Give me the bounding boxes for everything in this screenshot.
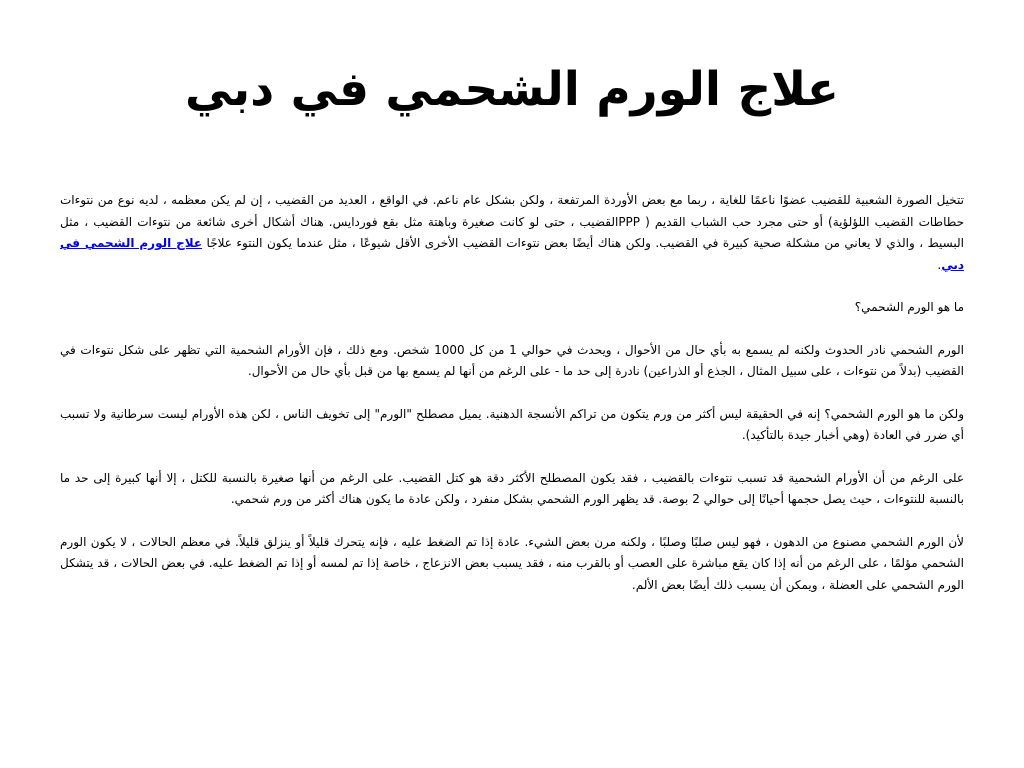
section-heading: ما هو الورم الشحمي؟ (854, 300, 964, 314)
paragraph-definition: ولكن ما هو الورم الشحمي؟ إنه في الحقيقة ليس أكثر من ورم يتكون من تراكم الأنسجة الدهنية. يميل مصطلح "الورم" إلى تخويف الناس ، لكن هذه الأورام ليست سرطانية ولا تسبب أي ضرر في العادة (وهي أخبار جيدة بالتأكيد). (60, 406, 964, 442)
paragraph-intro-end: . (937, 257, 942, 272)
lipoma-treatment-link[interactable]: علاج الورم الشحمي في دبي (60, 236, 964, 272)
paragraph-prevalence: الورم الشحمي نادر الحدوث ولكنه لم يسمع به بأي حال من الأحوال ، ويحدث في حوالي 1 من كل 1000 شخص. ومع ذلك ، فإن الأورام الشحمية التي تظهر على شكل نتوءات في القضيب (بدلاً من نتوءات ، على سبيل المثال ، الجذع أو الذراعين) نادرة إلى حد ما - على الرغم من أنها لم يسمع بها من قبل بأي حال من الأحوال. (60, 342, 964, 378)
document-body (60, 190, 964, 617)
paragraph-intro-text: تتخيل الصورة الشعبية للقضيب عضوًا ناعمًا للغاية ، ربما مع بعض الأوردة المرتفعة ، ولكن بشكل عام ناعم. في الواقع ، العديد من القضيب ، إن لم يكن معظمه ، لديه نوع من نتوءات حطاطات القضيب اللؤلؤية) أو حتى مجرد حب الشباب القديم ( PPPالقضيب ، حتى لو كانت صغيرة وباهتة مثل بقع فوردايس. هناك أشكال أخرى شائعة من نتوءات القضيب ، مثل البسيط ، والذي لا يعاني من مشكلة صحية كبيرة في القضيب. ولكن هناك أيضًا بعض نتوءات القضيب الأخرى الأقل شيوعًا ، مثل عندما يكون النتوء علاجًا (60, 193, 964, 250)
paragraph-texture: لأن الورم الشحمي مصنوع من الدهون ، فهو ليس صلبًا وصلبًا ، ولكنه مرن بعض الشيء. عادة إذا تم الضغط عليه ، فإنه يتحرك قليلاً أو ينزلق قليلاً. في معظم الحالات ، لا يكون الورم الشحمي مؤلمًا ، على الرغم من أنه إذا كان يقع مباشرة على العصب أو بالقرب منه ، فقد يسبب بعض الانزعاج ، خاصة إذا تم لمسه أو إذا تم الضغط عليه. في بعض الحالات ، قد يتشكل الورم الشحمي على العضلة ، ويمكن أن يسبب ذلك أيضًا بعض الألم. (60, 534, 964, 592)
paragraph-size: على الرغم من أن الأورام الشحمية قد تسبب نتوءات بالقضيب ، فقد يكون المصطلح الأكثر دقة هو كتل القضيب. على الرغم من أنها صغيرة بالنسبة للكتل ، إلا أنها كبيرة إلى حد ما بالنسبة للنتوءات ، حيث يصل حجمها أحيانًا إلى حوالي 2 بوصة. قد يظهر الورم الشحمي بشكل منفرد ، ولكن عادة ما يكون هناك أكثر من ورم شحمي. (60, 470, 964, 506)
page-title: علاج الورم الشحمي في دبي (184, 62, 839, 117)
paragraph-intro (60, 190, 964, 276)
document-page (60, 0, 964, 768)
